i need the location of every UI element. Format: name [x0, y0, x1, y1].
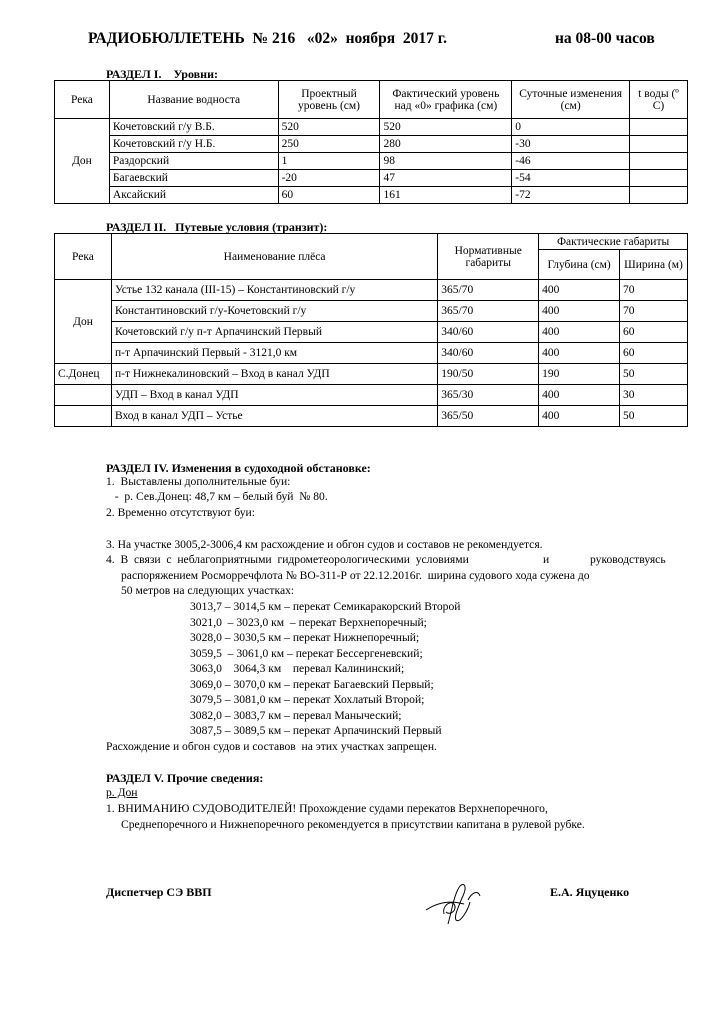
actual-cell: 520 [380, 119, 512, 136]
depth-cell: 400 [539, 406, 620, 427]
section4-item2: 2. Временно отсутствуют буи: [106, 506, 255, 519]
stretch-item: 3059,5 – 3061,0 км – перекат Бессергеневский; [190, 647, 423, 660]
change-cell: -30 [512, 136, 630, 153]
reach-cell: Устье 132 канала (III-15) – Константиновский г/у [111, 280, 437, 301]
stretch-item: 3021,0 – 3023,0 км – перекат Верхнепоречный; [190, 616, 427, 629]
table-row [55, 136, 688, 153]
change-cell: 0 [512, 119, 630, 136]
norm-cell: 190/50 [438, 364, 539, 385]
stretch-item: 3028,0 – 3030,5 км – перекат Нижнепоречный; [190, 631, 420, 644]
river-cell: Дон [55, 280, 112, 364]
reach-cell: п-т Нижнекалиновский – Вход в канал УДП [111, 364, 437, 385]
width-cell: 70 [620, 280, 688, 301]
width-cell: 70 [620, 301, 688, 322]
width-cell: 50 [620, 364, 688, 385]
temp-cell [630, 187, 688, 204]
actual-cell: 98 [380, 153, 512, 170]
table-row [55, 301, 688, 322]
section1-title: РАЗДЕЛ I. Уровни: [106, 67, 218, 81]
station-cell: Багаевский [109, 170, 278, 187]
project-cell: 60 [278, 187, 380, 204]
table-row [55, 406, 688, 427]
actual-cell: 280 [380, 136, 512, 153]
temp-cell [630, 119, 688, 136]
table-row [55, 322, 688, 343]
table-row [55, 343, 688, 364]
table-row [55, 187, 688, 204]
levels-header-row [55, 81, 688, 119]
col-actual-level: Фактический уровень над «0» графика (см) [380, 81, 512, 119]
section4-item4-line3: 50 метров на следующих участках: [121, 584, 295, 597]
stretch-item: 3013,7 – 3014,5 км – перекат Семикаракорский Второй [190, 600, 461, 613]
norm-cell: 340/60 [438, 343, 539, 364]
reach-cell: п-т Арпачинский Первый - 3121,0 км [111, 343, 437, 364]
col-daily-change: Суточные изменения (см) [512, 81, 630, 119]
col-river: Река [55, 81, 110, 119]
river-cell-empty [55, 385, 112, 406]
station-cell: Кочетовский г/у В.Б. [109, 119, 278, 136]
depth-cell: 400 [539, 322, 620, 343]
table-row [55, 280, 688, 301]
project-cell: 250 [278, 136, 380, 153]
section5-line2: Среднепоречного и Нижнепоречного рекомендуется в присутствии капитана в рулевой рубке. [121, 818, 585, 831]
width-cell: 30 [620, 385, 688, 406]
width-cell: 50 [620, 406, 688, 427]
col-station: Название водноста [109, 81, 278, 119]
river-cell-empty [55, 406, 112, 427]
norm-cell: 340/60 [438, 322, 539, 343]
col-depth: Глубина (см) [539, 250, 620, 280]
dispatcher-name: Е.А. Яцуценко [550, 885, 630, 899]
col-project-level: Проектный уровень (см) [278, 81, 380, 119]
change-cell: -46 [512, 153, 630, 170]
col-reach: Наименование плёса [111, 234, 437, 280]
table-row [55, 119, 688, 136]
river-cell: С.Донец [55, 364, 112, 385]
table-row [55, 385, 688, 406]
norm-cell: 365/30 [438, 385, 539, 406]
col-water-temp: t воды (º С) [630, 81, 688, 119]
section5-line1: 1. ВНИМАНИЮ СУДОВОДИТЕЛЕЙ! Прохождение судами перекатов Верхнепоречного, [106, 802, 548, 815]
table-row [55, 364, 688, 385]
section4-item1-sub: - р. Сев.Донец: 48,7 км – белый буй № 80. [106, 490, 328, 503]
actual-cell: 47 [380, 170, 512, 187]
project-cell: 1 [278, 153, 380, 170]
section4-item4-line1b: и [543, 553, 550, 566]
river-cell: Дон [55, 119, 110, 204]
section4-item1: 1. Выставлены дополнительные буи: [106, 475, 291, 488]
col-width: Ширина (м) [620, 250, 688, 280]
norm-cell: 365/50 [438, 406, 539, 427]
change-cell: -72 [512, 187, 630, 204]
depth-cell: 190 [539, 364, 620, 385]
col-norm: Нормативные габариты [438, 234, 539, 280]
stretch-item: 3082,0 – 3083,7 км – перевал Маныческий; [190, 709, 402, 722]
temp-cell [630, 170, 688, 187]
reach-cell: УДП – Вход в канал УДП [111, 385, 437, 406]
stretch-item: 3069,0 – 3070,0 км – перекат Багаевский Первый; [190, 678, 434, 691]
project-cell: -20 [278, 170, 380, 187]
reach-cell: Вход в канал УДП – Устье [111, 406, 437, 427]
signature-image [420, 880, 490, 935]
levels-table [54, 80, 688, 204]
stretch-item: 3087,5 – 3089,5 км – перекат Арпачинский Первый [190, 724, 442, 737]
table-row [55, 170, 688, 187]
change-cell: -54 [512, 170, 630, 187]
section5-title: РАЗДЕЛ V. Прочие сведения: [106, 771, 264, 785]
section4-item4-line2: распоряжением Росморречфлота № ВО-311-Р от 22.12.2016г. ширина судового хода сужена до [121, 569, 590, 582]
norm-cell: 365/70 [438, 301, 539, 322]
bulletin-title: РАДИОБЮЛЛЕТЕНЬ № 216 «02» ноября 2017 г. [88, 30, 447, 47]
depth-cell: 400 [539, 343, 620, 364]
depth-cell: 400 [539, 385, 620, 406]
section2-title: РАЗДЕЛ II. Путевые условия (транзит): [106, 220, 328, 234]
section4-item4-line1c: руководствуясь [590, 553, 666, 566]
width-cell: 60 [620, 343, 688, 364]
depth-cell: 400 [539, 280, 620, 301]
section4-closing: Расхождение и обгон судов и составов на этих участках запрещен. [106, 740, 437, 753]
section4-title: РАЗДЕЛ IV. Изменения в судоходной обстановке: [106, 461, 371, 475]
depth-cell: 400 [539, 301, 620, 322]
col-actual-group: Фактические габариты [539, 234, 688, 250]
reach-cell: Константиновский г/у-Кочетовский г/у [111, 301, 437, 322]
section4-item4-line1a: 4. В связи с неблагоприятными гидрометеорологическими условиями [106, 553, 469, 566]
bulletin-time: на 08-00 часов [555, 30, 655, 47]
project-cell: 520 [278, 119, 380, 136]
section5-river: р. Дон [106, 786, 138, 799]
norm-cell: 365/70 [438, 280, 539, 301]
stretch-item: 3079,5 – 3081,0 км – перекат Хохлатый Второй; [190, 693, 425, 706]
station-cell: Аксайский [109, 187, 278, 204]
table-row [55, 153, 688, 170]
stretch-item: 3063,0 3064,3 км перевал Калининский; [190, 662, 405, 675]
station-cell: Кочетовский г/у Н.Б. [109, 136, 278, 153]
col-river: Река [55, 234, 112, 280]
section4-item3: 3. На участке 3005,2-3006,4 км расхождение и обгон судов и составов не рекомендуется. [106, 538, 543, 551]
transit-table [54, 233, 688, 427]
actual-cell: 161 [380, 187, 512, 204]
temp-cell [630, 153, 688, 170]
dispatcher-position: Диспетчер СЭ ВВП [106, 885, 212, 899]
width-cell: 60 [620, 322, 688, 343]
temp-cell [630, 136, 688, 153]
station-cell: Раздорский [109, 153, 278, 170]
reach-cell: Кочетовский г/у п-т Арпачинский Первый [111, 322, 437, 343]
transit-header-row [55, 234, 688, 250]
